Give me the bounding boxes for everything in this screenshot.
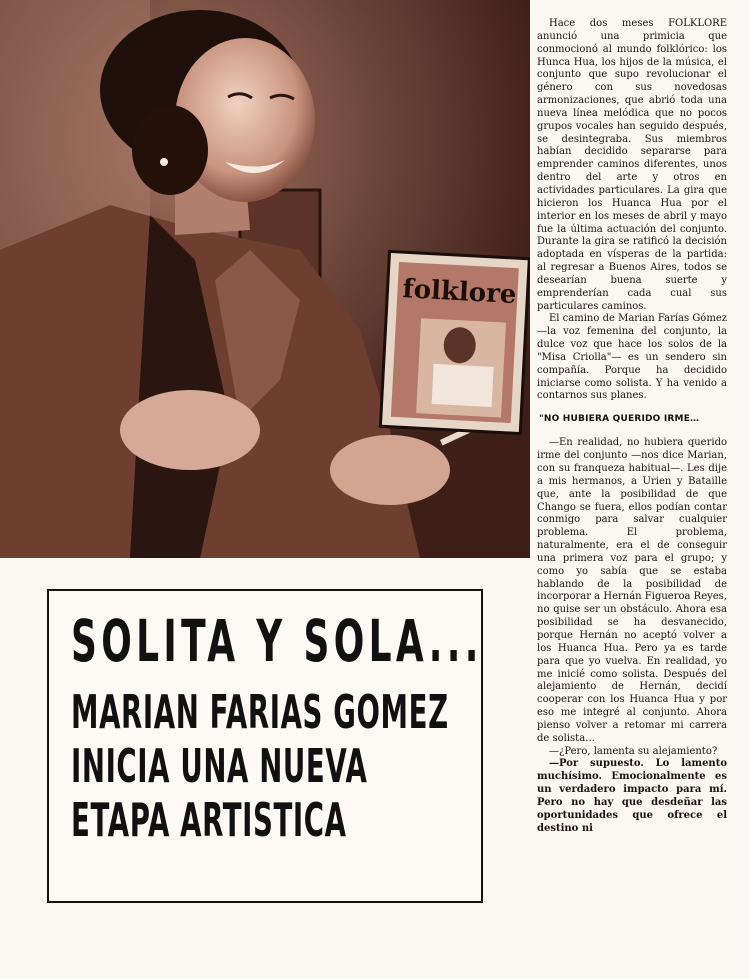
headline-line-4: ETAPA ARTISTICA xyxy=(71,793,347,847)
article-paragraph-1: Hace dos meses FOLKLORE anunció una primicia que conmocionó al mundo folklórico: los Hunca Hua, los hijos de la música, el conjunto que supo revolucionar el género con sus novedosas armonizaciones, que abrió toda una nueva línea melódica que no pocos grupos vocales han seguido después, se desintegraba. Sus miembros habían decidido separarse para emprender caminos diferentes, unos dentro del arte y otros en actividades particulares. La gira que hicieron los Huanca Hua por el interior en los meses de abril y mayo fue la última actuación del conjunto. Durante la gira se ratificó la decisión adoptada en vísperas de la partida: al regresar a Buenos Aires, todos se desearían buena suerte y emprenderían cada cual sus particulares caminos. xyxy=(537,18,727,312)
article-subheading: "NO HUBIERA QUERIDO IRME… xyxy=(539,414,700,425)
article-paragraph-4: —¿Pero, lamenta su alejamiento? xyxy=(549,745,718,757)
headline-box xyxy=(47,589,483,903)
article-emphasis-text: muchísimo xyxy=(537,771,599,783)
article-column xyxy=(537,18,727,835)
magazine-title-text: folklore xyxy=(401,274,518,311)
portrait-photo xyxy=(0,0,530,558)
article-paragraph-3: —En realidad, no hubiera querido irme del conjunto —nos dice Marian, con su franqueza habitual—. Les dije a mis hermanos, a Urien y Bataille que, ante la posibilidad de que Chango se fuera, ellos podían contar conmigo para salvar cualquier problema. El problema, naturalmente, era el de conseguir una primera voz para el grupo; y como yo sabía que se estaba hablando de la posibilidad de incorporar a Hernán Figueroa Reyes, no quise ser un obstáculo. Ahora esa posibilidad se ha desvanecido, porque Hernán no aceptó volver a los Huanca Hua. Pero ya es tarde para que yo vuelva. En realidad, yo me inicié como solista. Después del alejamiento de Hernán, decidí cooperar con los Huanca Hua y por eso me integré al conjunto. Ahora pienso volver a retomar mi carrera de solista… xyxy=(537,437,727,744)
headline-line-2: MARIAN FARIAS GOMEZ xyxy=(71,685,449,739)
headline-line-1: SOLITA Y SOLA... xyxy=(71,607,483,675)
portrait-illustration xyxy=(0,0,530,558)
article-paragraph-2: El camino de Marian Farías Gómez —la voz femenina del conjunto, la dulce voz que hace los solos de la "Misa Criolla"— es un sendero sin compañía. Porque ha decidido iniciarse como solista. Y ha venido a contarnos sus planes. xyxy=(537,313,727,402)
article-tail-text: . Emocionalmente es un verdadero impacto para mí. Pero no hay que desdeñar las oportunidades que ofrece el destino ni xyxy=(537,771,727,834)
headline-line-3: INICIA UNA NUEVA xyxy=(71,739,368,793)
article-lead-text: —Por supuesto. Lo lamento xyxy=(549,758,727,770)
article-paragraph-5 xyxy=(537,758,727,835)
